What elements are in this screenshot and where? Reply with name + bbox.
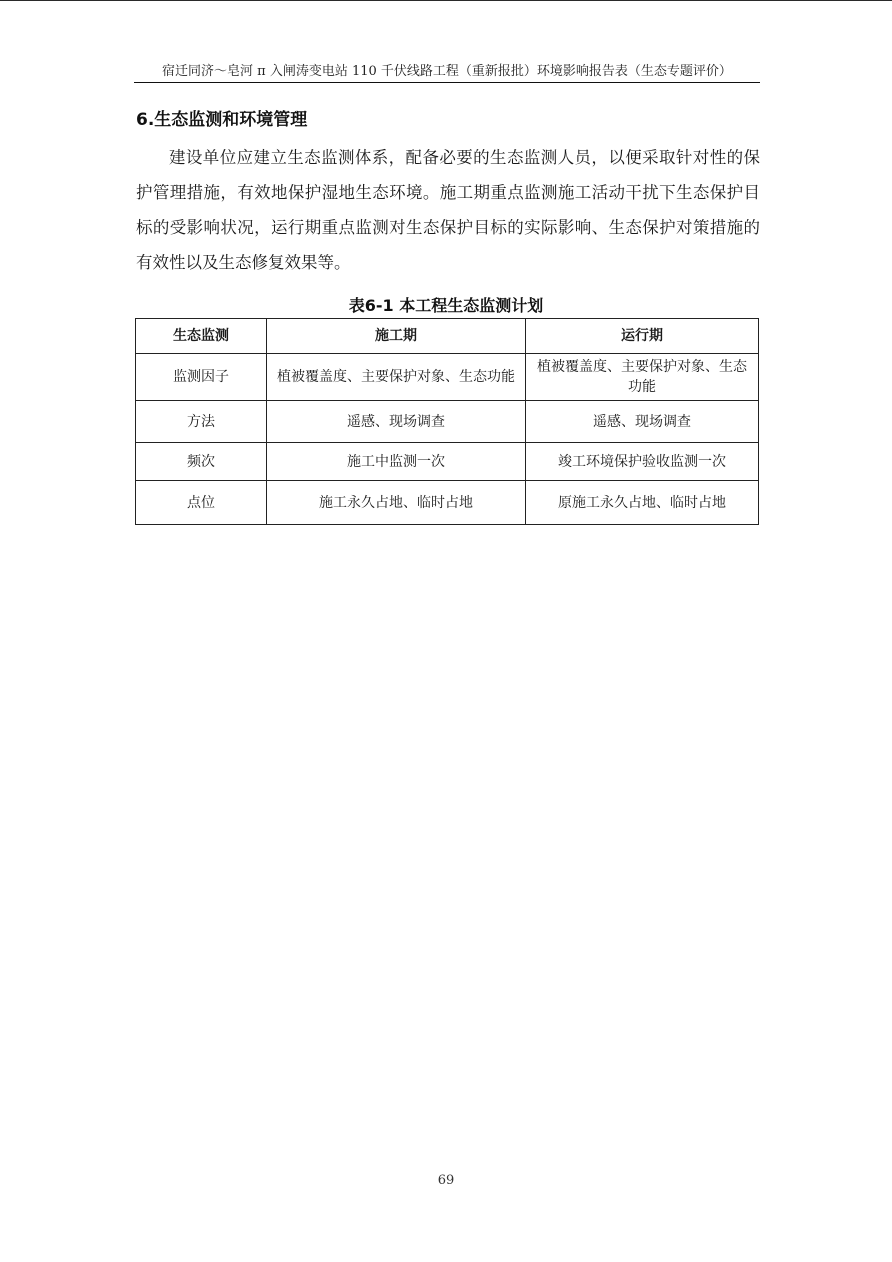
row-label-location: 点位 (136, 481, 267, 525)
cell-construction-location: 施工永久占地、临时占地 (267, 481, 526, 525)
header-cell-monitoring: 生态监测 (136, 319, 267, 354)
row-label-method: 方法 (136, 401, 267, 443)
cell-operation-method: 遥感、现场调查 (526, 401, 759, 443)
row-label-frequency: 频次 (136, 443, 267, 481)
table-caption: 表6-1 本工程生态监测计划 (348, 296, 544, 315)
table-row (136, 481, 759, 525)
header-cell-construction: 施工期 (267, 319, 526, 354)
running-header: 宿迁同济～皂河 π 入闸涛变电站 110 千伏线路工程（重新报批）环境影响报告表（生态专题评价） (162, 64, 732, 79)
cell-operation-location: 原施工永久占地、临时占地 (526, 481, 759, 525)
cell-operation-frequency: 竣工环境保护验收监测一次 (526, 443, 759, 481)
header-cell-operation: 运行期 (526, 319, 759, 354)
cell-construction-method: 遥感、现场调查 (267, 401, 526, 443)
cell-construction-factors: 植被覆盖度、主要保护对象、生态功能 (267, 354, 526, 401)
cell-operation-factors: 植被覆盖度、主要保护对象、生态功能 (526, 354, 759, 401)
row-label-factors: 监测因子 (136, 354, 267, 401)
monitoring-plan-table (135, 318, 759, 525)
page-top-border (0, 0, 892, 1)
page-number: 69 (437, 1173, 455, 1188)
table-row (136, 354, 759, 401)
cell-construction-frequency: 施工中监测一次 (267, 443, 526, 481)
table-row (136, 401, 759, 443)
table-header-row (136, 319, 759, 354)
header-rule (134, 82, 760, 83)
table-row (136, 443, 759, 481)
section-heading: 6.生态监测和环境管理 (136, 110, 308, 130)
body-paragraph: 建设单位应建立生态监测体系，配备必要的生态监测人员，以便采取针对性的保护管理措施，有效地保护湿地生态环境。施工期重点监测施工活动干扰下生态保护目标的受影响状况，运行期重点监测对生态保护目标的实际影响、生态保护对策措施的有效性以及生态修复效果等。 (136, 148, 760, 272)
